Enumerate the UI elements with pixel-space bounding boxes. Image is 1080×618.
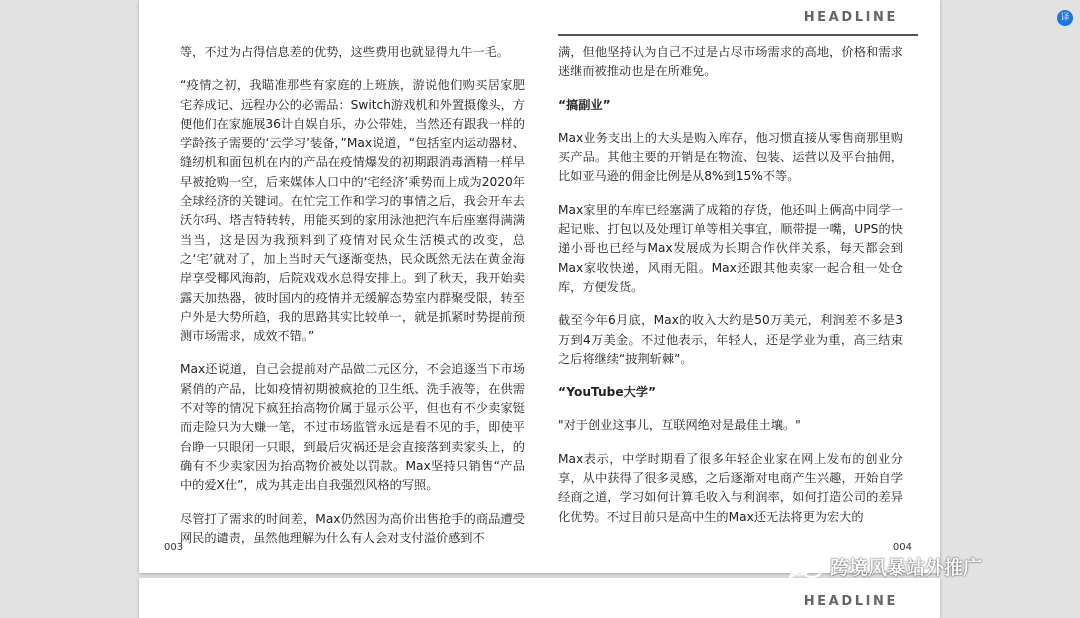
section-heading: “搞副业”: [558, 97, 611, 112]
watermark-text: 跨境风暴站外推广: [830, 557, 983, 579]
next-document-page: [139, 578, 940, 618]
section-heading: “YouTube大学”: [558, 385, 657, 400]
page-headline: HEADLINE: [803, 594, 898, 609]
right-column: [558, 43, 903, 550]
paragraph: 尽管打了需求的时间差，Max仍然因为高价出售抢手的商品遭受网民的谴责，虽然他理解为什么有人会对支付溢价感到不: [180, 511, 525, 545]
left-column: [180, 43, 525, 550]
paragraph: "对于创业这事儿，互联网绝对是最佳土壤。": [558, 418, 801, 433]
document-page: [139, 0, 940, 573]
paragraph: Max表示，中学时期看了很多年轻企业家在网上发布的创业分享，从中获得了很多灵感，之后逐渐对电商产生兴趣，开始自学经商之道，学习如何计算毛收入与利润率，如何打造公司的差异化优势。不过目前只是高中生的Max还无法将更为宏大的: [558, 451, 903, 524]
paragraph: 满，但他坚持认为自己不过是占尽市场需求的高地，价格和需求迷继而被推动也是在所难免。: [558, 45, 903, 79]
paragraph: 等，不过为占得信息差的优势，这些费用也就显得九牛一毛。: [180, 45, 510, 59]
translate-icon: 译: [1060, 13, 1070, 23]
paragraph: Max业务支出上的大头是购入库存，他习惯直接从零售商那里购买产品。其他主要的开销是在物流、包装、运营以及平台抽佣，比如亚马逊的佣金比例是从8%到15%不等。: [558, 130, 903, 184]
watermark: [786, 553, 982, 580]
page-headline: HEADLINE: [803, 10, 898, 25]
page-number-left: 003: [164, 542, 184, 553]
header-rule: [558, 34, 918, 36]
paragraph: 截至今年6月底，Max的收入大约是50万美元，利润差不多是3万到4万美金。不过他表示，年轻人，还是学业为重，高三结束之后将继续“披荆斩棘”。: [558, 313, 903, 366]
paragraph: Max家里的车库已经塞满了成箱的存货，他还叫上俩高中同学一起记账、打包以及处理订单等相关事宜，顺带提一嘴，UPS的快递小哥也已经与Max发展成为长期合作伙伴关系，每天都会到Max家收快递，风雨无阻。Max还跟其他卖家一起合租一处仓库，方便发货。: [558, 202, 903, 294]
translate-button[interactable]: [1057, 10, 1073, 26]
wechat-icon: [786, 554, 824, 580]
paragraph: “疫情之初，我瞄准那些有家庭的上班族，游说他们购买居家肥宅养成记、远程办公的必需品：Switch游戏机和外置摄像头，方便他们在家施展36计自娱自乐，办公带娃，当然还有跟我一样的学龄孩子需要的‘云学习’装备，”Max说道，“包括室内运动器材、缝纫机和面包机在内的产品在疫情爆发的初期跟消毒酒精一样早早被抢购一空，后来媒体人口中的‘宅经济’乘势而上成为2020年全球经济的关键词。在忙完工作和学习的事情之后，我会开车去沃尔玛、塔吉特转转，用能买到的家用泳池把汽车后座塞得满满当当，这是因为我预料到了疫情对民众生活模式的改变，总之‘宅’就对了，加上当时天气逐渐变热，民众既然无法在黄金海岸享受椰风海韵，后院戏戏水总得安排上。到了秋天，我开始卖露天加热器，彼时国内的疫情并无缓解态势室内群聚受限，转至户外是大势所趋，我的思路其实比较单一，就是抓紧时势提前预测市场需求，成效不错。”: [180, 78, 525, 344]
paragraph: Max还说道，自己会提前对产品做二元区分，不会追逐当下市场紧俏的产品，比如疫情初期被疯抢的卫生纸、洗手液等，在供需不对等的情况下疯狂抬高物价属于显示公平，但也有不少卖家铤而走险只为大赚一笔，不过市场监管永远是看不见的手，即使平台睁一只眼闭一只眼，到最后灾祸还是会直接落到卖家头上，的确有不少卖家因为抬高物价被处以罚款。Max坚持只销售“产品中的爱X仕”，成为其走出自我强烈风格的写照。: [180, 362, 525, 493]
page-number-right: 004: [892, 542, 912, 553]
